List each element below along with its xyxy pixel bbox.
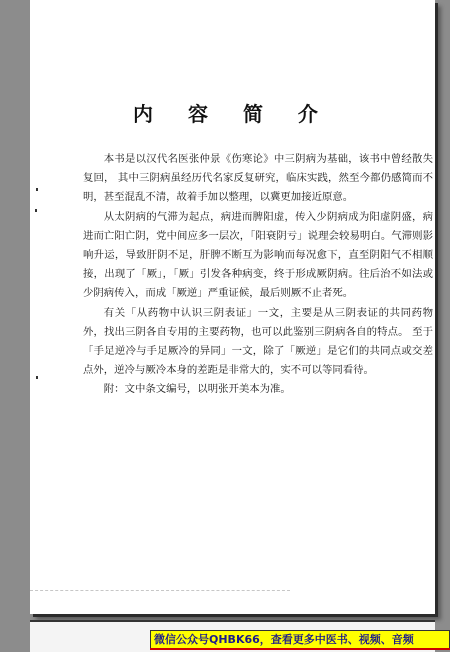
body-text xyxy=(83,150,433,398)
scan-speck xyxy=(36,188,38,191)
paragraph-4: 附：文中条文编号，以明张开美本为准。 xyxy=(103,382,291,395)
paragraph-3: 有关「从药物中认识三阴表证」一文，主要是从三阴表证的共同药物外，找出三阴各自专用的主要药物，也可以此鉴别三阴病各自的特点。 至于「手足逆冷与手足厥冷的异同」一文，除了「厥逆」是它们的共同点或交差点外，逆冷与厥冷本身的差距是非常大的，实不可以等同看待。 xyxy=(83,307,433,376)
scan-speck xyxy=(35,209,37,212)
scan-speck xyxy=(36,376,38,379)
paragraph-2: 从太阴病的气滞为起点，病进而脾阳虚，传入少阴病成为阳虚阴盛，病进而亡阳亡阴，党中间应多一层次，「阳衰阴亏」说理会较易明白。气滞则影响升运，导致肝阴不足，肝脾不断互为影响而每况愈下，直至阴阳气不相顺接，出现了「厥」，「厥」引发各种病变，终于形成厥阴病。往后治不如法或少阴病传入，而成「厥逆」严重证候，最后则厥不止者死。 xyxy=(83,211,433,299)
page-title: 内 容 简 介 xyxy=(133,102,332,126)
scan-artifact-line xyxy=(30,590,290,595)
document-page xyxy=(30,0,435,614)
wechat-banner: 微信公众号QHBK66，查看更多中医书、视频、音频 xyxy=(150,630,450,650)
paragraph-1: 本书是以汉代名医张仲景《伤寒论》中三阴病为基础，该书中曾经散失复回， 其中三阴病虽经历代名家反复研究，临床实践，然至今都仍感简而不明，甚至混乱不清，故着手加以整理，以冀更加接近原意。 xyxy=(83,153,433,203)
